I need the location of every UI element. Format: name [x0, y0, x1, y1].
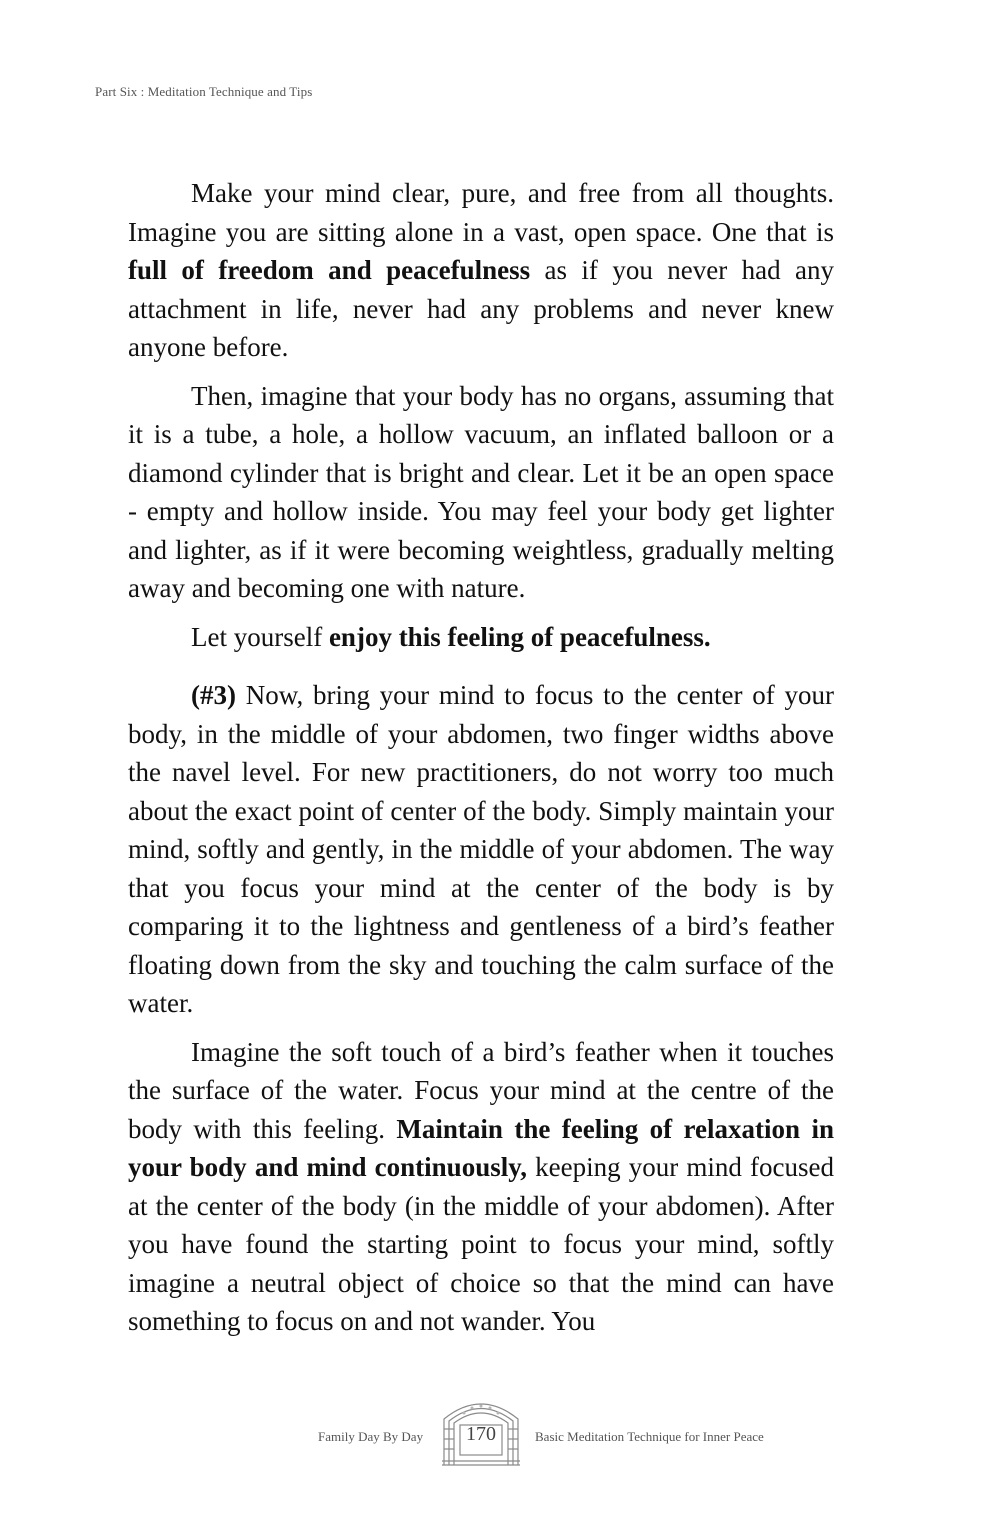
- paragraph-2: [128, 377, 834, 608]
- page-footer: [0, 1395, 1000, 1470]
- paragraph-4: [128, 676, 834, 1023]
- paragraph-1-bold: full of freedom and peacefulness: [128, 255, 531, 285]
- paragraph-4-text: Now, bring your mind to focus to the center of your body, in the middle of your abdomen, two finger widths above the navel level. For new practitioners, do not worry too much about the exact point of center of the body. Simply maintain your mind, softly and gently, in the middle of your abdomen. The way that you focus your mind at the center of the body is by comparing it to the lightness and gentleness of a bird’s feather floating down from the sky and touching the calm surface of the water.: [128, 680, 834, 1018]
- paragraph-5: [128, 1033, 834, 1341]
- paragraph-1: [128, 174, 834, 367]
- footer-book-title: Family Day By Day: [318, 1429, 424, 1444]
- page-number: 170: [466, 1423, 496, 1445]
- paragraph-5-bold: Maintain the feeling of relaxation in your body and mind continuously,: [128, 1113, 834, 1182]
- paragraph-3-text: Let yourself: [191, 621, 329, 652]
- paragraph-2-text: Then, imagine that your body has no organs, assuming that it is a tube, a hole, a hollow vacuum, an inflated balloon or a diamond cylinder that is bright and clear. Let it be an open space - empty and hollow inside. You may feel your body get lighter and lighter, as if it were becoming weightless, gradually melting away and becoming one with nature.: [128, 380, 834, 603]
- footer-chapter-title: Basic Meditation Technique for Inner Peace: [535, 1429, 764, 1444]
- paragraph-3-bold: enjoy this feeling of peacefulness.: [328, 621, 711, 652]
- paragraph-1-text-a: Make your mind clear, pure, and free from all thoughts. Imagine you are sitting alone in a vast, open space. One that is: [128, 178, 834, 247]
- paragraph-5-text-b: keeping your mind focused at the center of the body (in the middle of your abdomen). After you have found the starting point to focus your mind, softly imagine a neutral object of choice so that the mind can have something to focus on and not wander. You: [128, 1152, 834, 1336]
- paragraph-5-text-a: Imagine the soft touch of a bird’s feather when it touches the surface of the water. Focus your mind at the centre of the body with this feeling.: [128, 1036, 834, 1144]
- paragraph-4-step-label: (#3): [191, 680, 236, 710]
- paragraph-1-text-b: as if you never had any attachment in life, never had any problems and never knew anyone before.: [128, 255, 834, 362]
- running-header: Part Six : Meditation Technique and Tips: [95, 84, 313, 99]
- body-text: [128, 174, 834, 1341]
- paragraph-3: [128, 618, 834, 657]
